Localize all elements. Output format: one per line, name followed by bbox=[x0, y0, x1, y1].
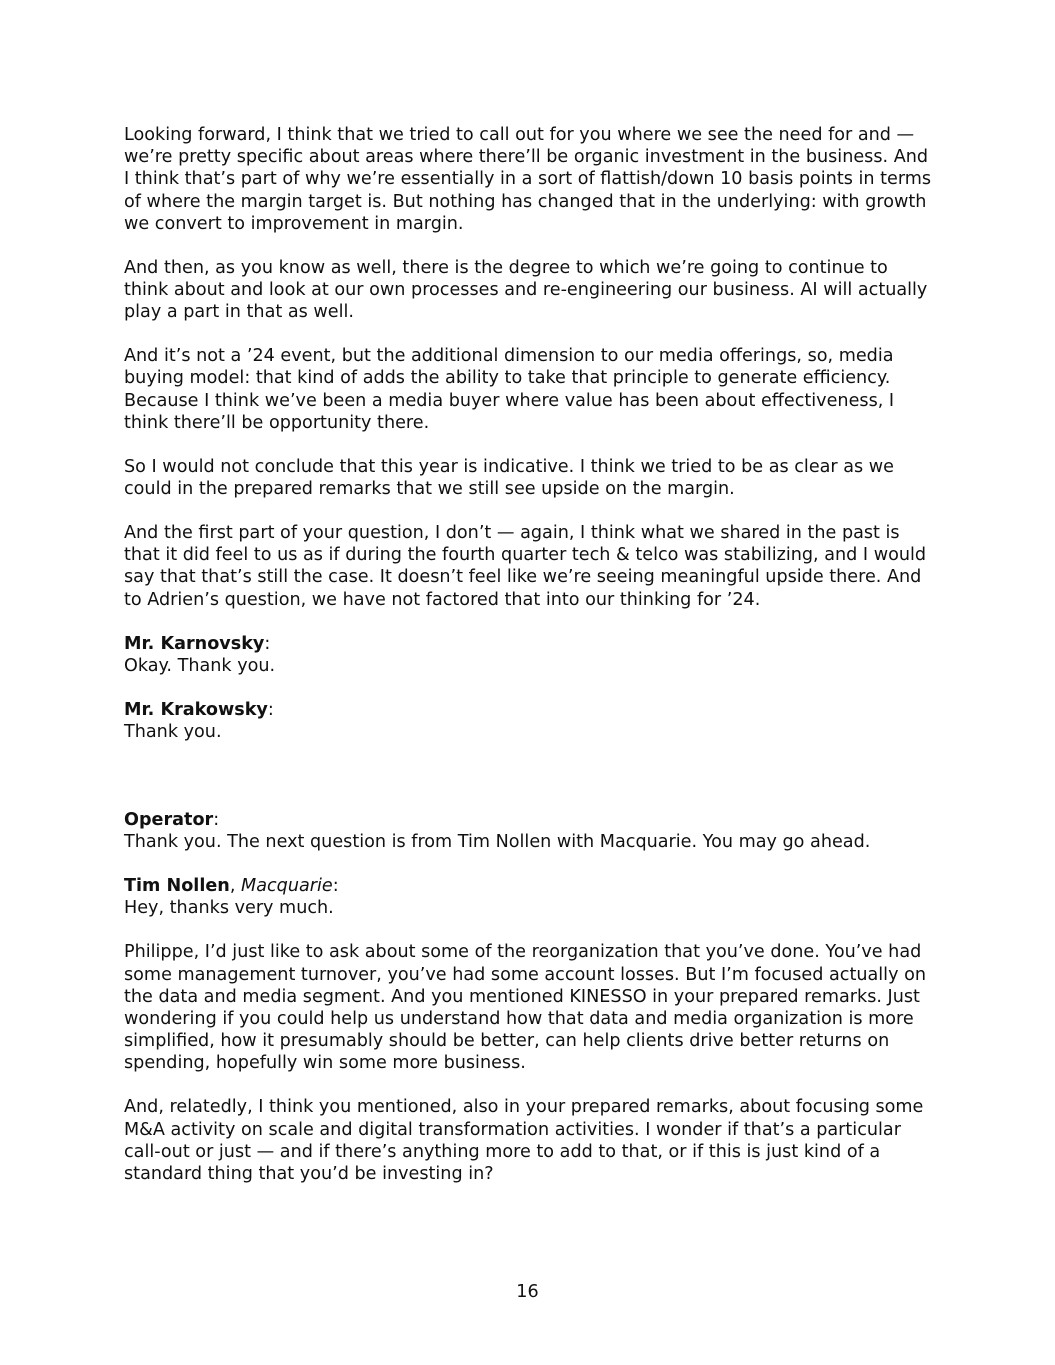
speaker-colon: : bbox=[267, 699, 274, 720]
speaker-name: Mr. Krakowsky bbox=[124, 699, 268, 720]
speaker-separator: , bbox=[229, 876, 242, 897]
transcript-page bbox=[124, 124, 934, 1207]
paragraph-media-buying: And it’s not a ’24 event, but the additional dimension to our media offerings, so, media buying model: that kind of adds the ability to take that principle to generate efficiency. Because I think we’ve been a media buyer where value has been about effectiveness, I think there’ll be opportunity there. bbox=[124, 346, 895, 433]
speaker-text: Okay. Thank you. bbox=[124, 655, 276, 676]
speaker-text: Thank you. The next question is from Tim Nollen with Macquarie. You may go ahead. bbox=[124, 832, 871, 853]
speaker-line bbox=[124, 875, 934, 897]
paragraph-conclusion: So I would not conclude that this year is indicative. I think we tried to be as clear as we could in the prepared remarks that we still see upside on the margin. bbox=[124, 456, 895, 500]
speaker-line bbox=[124, 633, 934, 655]
speaker-colon: : bbox=[213, 810, 220, 831]
speaker-line bbox=[124, 809, 934, 831]
paragraph-ma-question: And, relatedly, I think you mentioned, also in your prepared remarks, about focusing some M&A activity on scale and digital transformation activities. I wonder if that’s a particular call-out or just — and if there’s anything more to add to that, or if this is just kind of a standard thing that you’d be investing in? bbox=[124, 1097, 924, 1185]
speaker-block-krakowsky bbox=[124, 699, 934, 743]
speaker-text: Thank you. bbox=[124, 722, 222, 743]
paragraph-processes: And then, as you know as well, there is the degree to which we’re going to continue to think about and look at our own processes and re-engineering our business. AI will actually play a part in that as well. bbox=[124, 257, 928, 323]
speaker-text: Hey, thanks very much. bbox=[124, 898, 334, 919]
paragraph-margin-outlook: Looking forward, I think that we tried to call out for you where we see the need for and — we’re pretty specific about areas where there’ll be organic investment in the business. And I think that’s part of why we’re essentially in a sort of flattish/down 10 basis points in terms of where the margin target is. But nothing has changed that in the underlying: with growth we convert to improvement in margin. bbox=[124, 125, 932, 234]
speaker-name: Mr. Karnovsky bbox=[124, 633, 265, 654]
speaker-block-nollen bbox=[124, 875, 934, 919]
section-spacer bbox=[124, 765, 934, 809]
speaker-line bbox=[124, 699, 934, 721]
paragraph-tech-telco: And the first part of your question, I don’t — again, I think what we shared in the past is that it did feel to us as if during the fourth quarter tech & telco was stabilizing, and I would say that that’s still the case. It doesn’t feel like we’re seeing meaningful upside there. And to Adrien’s question, we have not factored that into our thinking for ’24. bbox=[124, 523, 927, 610]
speaker-colon: : bbox=[332, 876, 339, 897]
speaker-name: Operator bbox=[124, 810, 214, 831]
page-number: 16 bbox=[516, 1282, 539, 1302]
speaker-name: Tim Nollen bbox=[124, 876, 230, 897]
speaker-colon: : bbox=[264, 633, 271, 654]
speaker-affiliation: Macquarie bbox=[241, 876, 333, 897]
speaker-block-operator bbox=[124, 809, 934, 853]
paragraph-reorganization-question: Philippe, I’d just like to ask about some of the reorganization that you’ve done. You’ve had some management turnover, you’ve had some account losses. But I’m focused actually on the data and media segment. And you mentioned KINESSO in your prepared remarks. Just wondering if you could help us understand how that data and media organization is more simplified, how it presumably should be better, can help clients drive better returns on spending, hopefully win some more business. bbox=[124, 942, 926, 1074]
speaker-block-karnovsky bbox=[124, 633, 934, 677]
